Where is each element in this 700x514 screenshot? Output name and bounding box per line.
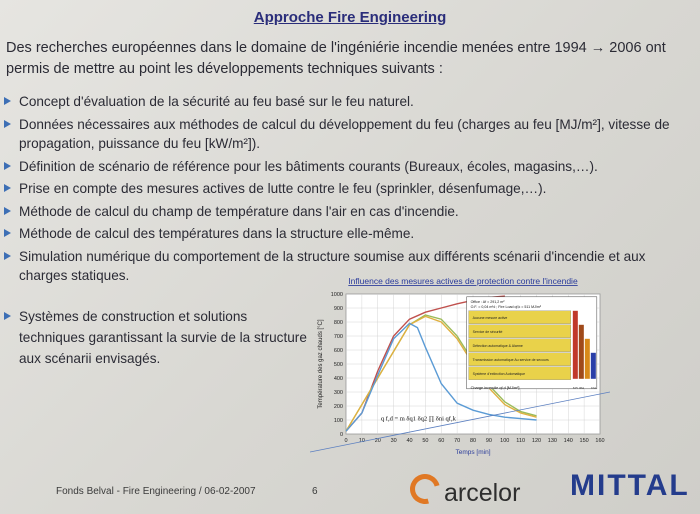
slide-title: Approche Fire Engineering (253, 9, 447, 26)
legend-row-label: Système d'extinction Automatique (472, 371, 526, 376)
bullet-text: Prise en compte des mesures actives de lutte contre le feu (sprinkler, désenfumage,…). (19, 181, 547, 196)
arcelor-swirl-icon (405, 469, 446, 510)
y-tick-label: 600 (333, 348, 343, 354)
legend-header: Office : Af = 291,2 m² (470, 299, 505, 304)
x-tick-label: 60 (438, 438, 445, 444)
mittal-logo: MITTAL (570, 469, 690, 502)
x-tick-label: 70 (454, 438, 461, 444)
bullet-text: Simulation numérique du comportement de la structure soumise aux différents scénarii d'incendie et aux charges statiques. (19, 248, 646, 283)
x-tick-label: 50 (422, 438, 429, 444)
y-tick-label: 100 (333, 418, 343, 424)
legend-footer: Charge incendie qf,d [MJ/m²] (470, 385, 520, 390)
legend-row-label: Transmission automatique Au service de secours (472, 357, 549, 362)
bullet-item (4, 179, 696, 199)
x-tick-label: 10 (358, 438, 365, 444)
arrow-bullet-icon (4, 207, 11, 215)
y-tick-label: 700 (333, 334, 343, 340)
x-tick-label: 30 (390, 438, 397, 444)
arcelor-logo (410, 474, 520, 508)
x-tick-label: 120 (531, 438, 542, 444)
bullet-item (4, 115, 696, 154)
arcelor-wordmark: arcelor (444, 479, 521, 507)
y-tick-label: 800 (333, 320, 343, 326)
side-bullet (4, 306, 309, 369)
legend-color-bar (573, 311, 578, 379)
bullet-item (4, 92, 696, 112)
legend-row-label: Service de sécurité (472, 329, 503, 334)
arrow-bullet-icon (4, 184, 11, 192)
x-tick-label: 140 (563, 438, 573, 444)
legend-row-label: Détection automatique & Alarme (472, 343, 523, 348)
x-tick-label: 90 (485, 438, 492, 444)
bullet-text: Définition de scénario de référence pour les bâtiments courants (Bureaux, écoles, magasins,…). (19, 158, 598, 174)
fire-temperature-chart (310, 272, 610, 462)
bullet-text: Méthode de calcul du champ de température dans l'air en cas d'incendie. (19, 203, 459, 219)
side-bullet-text: Systèmes de construction et solutions techniques garantissant la survie de la structure aux scénarii envisagés. (19, 309, 307, 366)
x-tick-label: 0 (344, 438, 348, 444)
y-tick-label: 500 (333, 362, 343, 368)
formula-text: q f,d = m δq1 δq2 ∏ δni qf,k (380, 415, 456, 423)
legend-footer-value: 364 (578, 385, 584, 390)
footer-text: Fonds Belval - Fire Engineering / 06-02-2007 (56, 486, 256, 497)
legend-footer-value: 615 (572, 385, 578, 390)
arrow-bullet-icon (4, 97, 11, 105)
legend-header: O.F. = 0,04 m½ ; Fire Load qf,k = 511 MJ/m² (470, 304, 542, 309)
y-tick-label: 200 (333, 404, 343, 410)
legend-color-bar (591, 353, 596, 379)
bullet-item (4, 202, 696, 222)
arrow-bullet-icon (4, 229, 11, 237)
x-tick-label: 20 (374, 438, 381, 444)
page-number: 6 (312, 486, 318, 497)
legend-color-bar (585, 339, 590, 379)
x-tick-label: 160 (595, 438, 605, 444)
x-tick-label: 110 (516, 438, 526, 444)
y-tick-label: 400 (333, 376, 343, 382)
x-tick-label: 80 (469, 438, 477, 444)
arrow-bullet-icon (4, 312, 11, 320)
legend-row-label: Aucune mesure active (472, 315, 508, 320)
arrow-bullet-icon (4, 252, 11, 260)
arrow-bullet-icon (4, 120, 11, 128)
y-tick-label: 1000 (330, 292, 343, 298)
x-tick-label: 40 (406, 438, 413, 444)
intro-text: Des recherches européennes dans le domaine de l'ingéniérie incendie menées entre 1994 → 2006 ont permis de mettre au point les développements techniques suivants : (6, 40, 666, 77)
bullet-list (4, 92, 696, 289)
x-tick-label: 100 (500, 438, 510, 444)
chart-title: Influence des mesures actives de protection contre l'incendie (348, 276, 578, 286)
legend-color-bar (579, 325, 584, 379)
legend-footer-value: 104 (590, 385, 596, 390)
x-tick-label: 130 (547, 438, 557, 444)
y-tick-label: 300 (333, 390, 343, 396)
arrow-bullet-icon (4, 162, 11, 170)
x-tick-label: 150 (579, 438, 589, 444)
y-axis-label: Température des gaz chauds [°C] (318, 319, 324, 409)
bullet-item (4, 224, 696, 244)
y-tick-label: 900 (333, 306, 343, 312)
x-axis-label: Temps [min] (455, 449, 491, 456)
bullet-text: Méthode de calcul des températures dans la structure elle-même. (19, 226, 415, 241)
y-tick-label: 0 (339, 432, 343, 438)
bullet-text: Données nécessaires aux méthodes de calcul du développement du feu (charges au feu [MJ/m²], vitesse de propagation, puissance du feu [kW/m²]). (19, 116, 670, 151)
bullet-text: Concept d'évaluation de la sécurité au feu basé sur le feu naturel. (19, 94, 414, 109)
bullet-item (4, 157, 696, 177)
